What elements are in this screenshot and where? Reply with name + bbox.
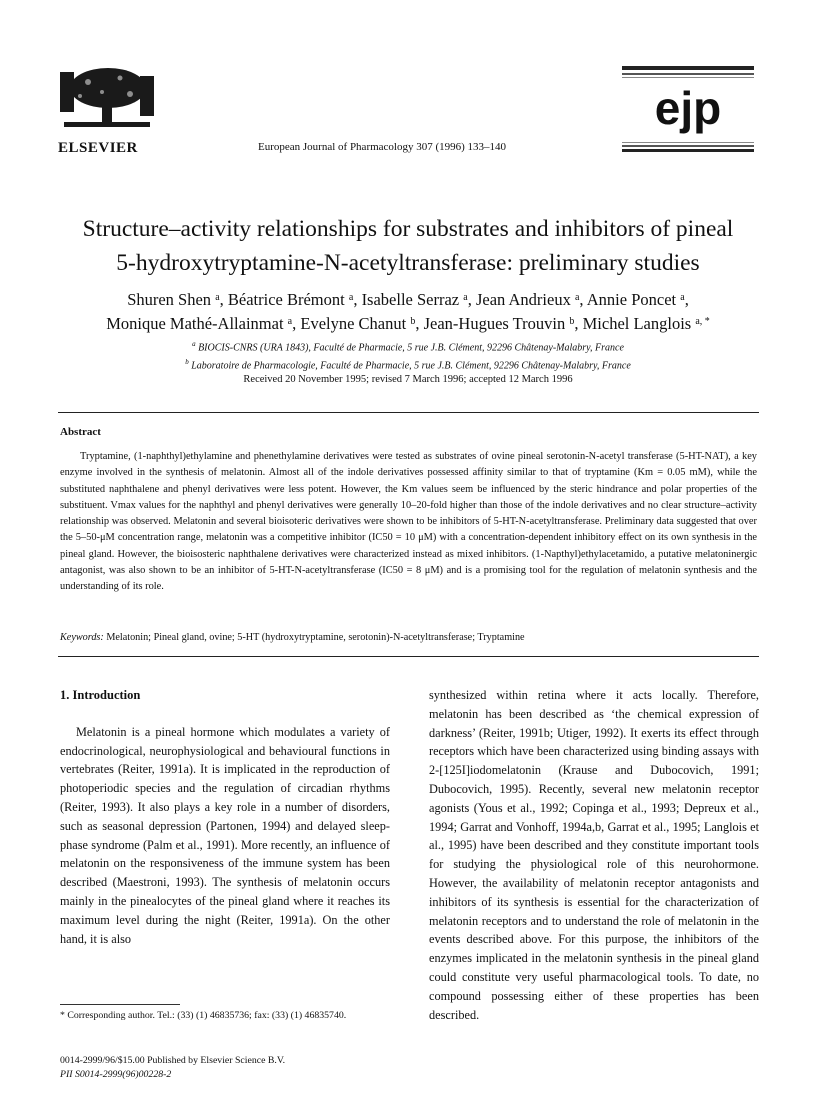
author-list [40,288,776,336]
author-name: Annie Poncet [586,290,677,309]
ejp-logo-text: ejp [654,82,722,134]
abstract-text: Tryptamine, (1-naphthyl)ethylamine and phenethylamine derivatives were tested as substrates of ovine pineal serotonin-N-acetyl transferase (5-HT-NAT), a key enzyme involved in the synthesis of melatonin. Almost all of the indole derivatives possessed affinity similar to that of tryptamine (Km = 0.05 mM), while the substituted naphthalene and phenyl derivatives were less potent. However, the Km values seem be influenced by the steric hindrance and polar properties of the substituent. Vmax values for the naphthyl and phenyl derivatives were generally 10–20-fold higher than those of the indole derivatives and no clear structure–activity relationship was observed. Melatonin and several bioisoteric derivatives were shown to be inhibitors of 5-HT-N-acetyltransferase. Preliminary data suggested that over the 5–50-μM concentration range, melatonin was a competitive inhibitor (IC50 = 10 μM) with a concentration-dependent inhibitory effect on its own synthesis in the pineal gland. However, the bioisosteric naphthalene derivatives were characterized instead as mixed inhibitors. (1-Napthyl)ethylacetamido, a putative melatoninergic antagonist, was also shown to be an inhibitor of 5-HT-N-acetyltransferase (IC50 = 8 μM) and is a promising tool for the regulation of melatonin synthesis and the understanding of its role. [60,451,757,593]
keywords-label: Keywords: [60,632,104,643]
author-separator: , [415,314,424,333]
author-separator: , [219,290,228,309]
divider-top [58,412,759,413]
journal-citation: European Journal of Pharmacology 307 (1996) 133–140 [258,141,507,153]
intro-paragraph-right: synthesized within retina where it acts locally. Therefore, melatonin has been described as ‘the chemical expression of darkness’ (Reiter, 1991b; Utiger, 1992). It exerts its effect through receptors which have been characterized using binding assays with 2-[125I]iodomelatonin (Krause and Dubocovich, 1991; Dubocovich, 1995). Recently, several new melatonin receptor agonists (Yous et al., 1992; Copinga et al., 1993; Depreux et al., 1994; Garrat and Vonhoff, 1994a,b, Garrat et al., 1995; Langlois et al., 1995) have been described and they constitute important tools for studying the physiological role of this neurohormone. However, the availability of melatonin receptor antagonists and inhibitors of its synthesis is essential for the characterization of melatonin receptors and to understand the role of melatonin in the events described above. For this purpose, the inhibitors of the enzymes implicated in the melatonin synthesis in the pineal gland could constitute very useful pharmacological tools. To date, no compound possessing either of these properties has been described. [429,688,759,1022]
affiliation-mark: b [185,358,189,367]
author-name: Isabelle Serraz [361,290,460,309]
copyright-line: 0014-2999/96/$15.00 Published by Elsevier Science B.V. [60,1055,286,1066]
author-affiliation-mark: a [463,292,468,303]
author-affiliation-mark: a [287,316,293,327]
author-name: Monique Mathé-Allainmat [106,314,284,333]
author-line-1 [40,288,776,312]
author-separator: , [353,290,362,309]
author-name: Evelyne Chanut [300,314,407,333]
title-line-1: Structure–activity relationships for substrates and inhibitors of pineal [82,216,734,242]
section-heading-introduction: 1. Introduction [60,688,141,702]
author-affiliation-mark: a, * [695,316,710,327]
footnote-divider [60,1004,180,1005]
right-column [429,686,759,1024]
received-dates: Received 20 November 1995; revised 7 March 1996; accepted 12 March 1996 [243,374,573,385]
ejp-logo [620,66,756,152]
author-name: Michel Langlois [582,314,692,333]
publisher-name: ELSEVIER [58,140,138,156]
affiliations [40,337,776,374]
keywords [60,631,757,645]
title-line-2: 5-hydroxytryptamine-N-acetyltransferase: preliminary studies [116,250,700,276]
author-affiliation-mark: b [569,316,575,327]
copyright-info [60,1054,390,1082]
author-separator: , [579,290,587,309]
author-separator: , [684,290,689,309]
affiliation-mark: a [192,340,196,348]
author-separator: , [467,290,476,309]
corresponding-author-footnote: * Corresponding author. Tel.: (33) (1) 46835736; fax: (33) (1) 46835740. [60,1010,347,1021]
author-affiliation-mark: a [348,292,354,303]
divider-bottom [58,656,759,657]
affiliation-text: BIOCIS-CNRS (URA 1843), Faculté de Pharmacie, 5 rue J.B. Clément, 92296 Châtenay-Malabry, France [195,342,624,354]
article-title [40,212,776,280]
author-name: Jean Andrieux [475,290,571,309]
author-affiliation-mark: a [574,292,580,303]
left-column [60,686,390,948]
author-separator: , [292,314,301,333]
author-name: Shuren Shen [127,290,212,309]
abstract-heading: Abstract [60,426,101,438]
elsevier-tree-logo [58,66,156,130]
intro-paragraph-left: Melatonin is a pineal hormone which modulates a variety of endocrinological, neurophysiological and behavioural functions in vertebrates (Reiter, 1991a). It is implicated in the reproduction of photoperiodic species and the regulation of circadian rhythms (Reiter, 1993). It also plays a key role in a number of disorders, such as seasonal depression (Partonen, 1994) and delayed sleep-phase syndrome (Palm et al., 1991). More recently, an influence of melatonin on the responsiveness of the immune system has been described (Maestroni, 1993). The synthesis of melatonin occurs mainly in the pinealocytes of the pineal gland where it reaches its maximum level during the night (Reiter, 1991a). On the other hand, it is also [60,724,390,946]
author-affiliation-mark: b [410,316,416,327]
author-line-2 [40,312,776,336]
affiliation-text: Laboratoire de Pharmacologie, Faculté de Pharmacie, 5 rue J.B. Clément, 92296 Châtenay-Malabry, France [188,360,631,372]
keywords-text: Melatonin; Pineal gland, ovine; 5-HT (hydroxytryptamine, serotonin)-N-acetyltransferase; Tryptamine [106,632,525,643]
author-affiliation-mark: a [215,292,220,303]
pii-line: PII S0014-2999(96)00228-2 [60,1069,172,1080]
author-name: Jean-Hugues Trouvin [423,314,566,333]
author-name: Béatrice Brémont [227,290,345,309]
author-affiliation-mark: a [680,292,685,303]
author-separator: , [574,314,583,333]
affiliation-line [40,337,776,355]
affiliation-line [40,355,776,373]
